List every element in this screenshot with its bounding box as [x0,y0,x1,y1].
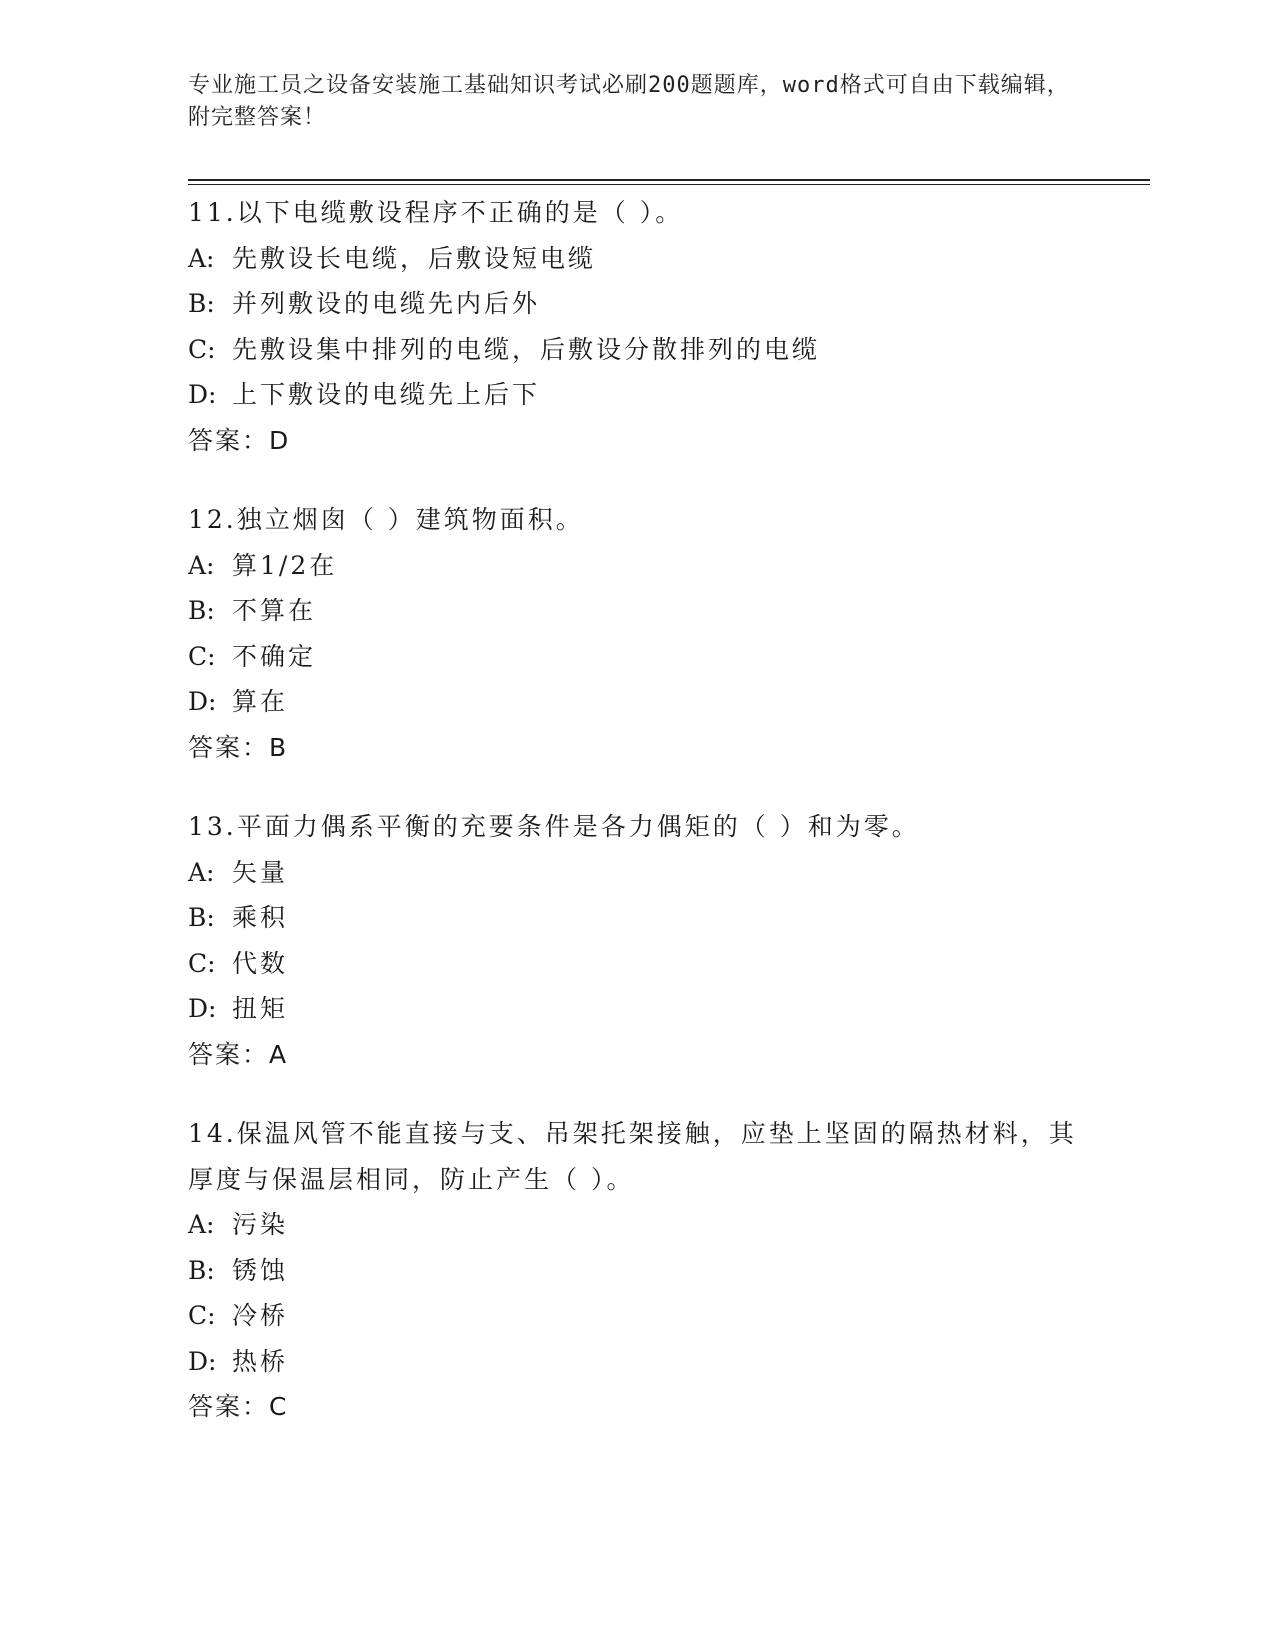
option-a [188,1202,1088,1248]
option-a [188,543,1088,589]
option-text: 乘积 [232,903,289,932]
option-label: A: [188,550,215,580]
option-label: A: [188,857,215,887]
question-14 [188,1111,1088,1430]
option-label: A: [188,243,215,273]
answer: 答案：D [188,425,291,455]
option-d [188,372,1088,418]
option-text: 先敷设长电缆，后敷设短电缆 [232,243,597,273]
option-label: D: [188,687,217,716]
option-b [188,588,1088,634]
question-list [188,190,1088,1464]
option-c [188,1293,1088,1339]
question-13 [188,804,1088,1077]
option-c [188,941,1088,987]
option-text: 热桥 [232,1346,289,1376]
option-text: 算1/2在 [232,550,338,580]
option-text: 不确定 [232,641,317,671]
answer: 答案：A [188,1039,289,1069]
option-d [188,679,1088,725]
option-label: D: [188,994,217,1023]
option-d [188,986,1088,1032]
option-text: 冷桥 [232,1301,289,1330]
option-label: B: [188,596,215,625]
option-text: 算在 [232,687,289,716]
option-a [188,850,1088,896]
option-label: C: [188,334,216,364]
option-text: 污染 [232,1210,289,1239]
option-label: D: [188,380,217,409]
question-12 [188,497,1088,770]
answer: 答案：C [188,1392,289,1421]
header-divider-thick [188,179,1150,181]
option-b [188,895,1088,941]
option-b [188,1248,1088,1294]
option-text: 矢量 [232,857,289,887]
option-c [188,634,1088,680]
option-label: B: [188,903,215,932]
option-label: D: [188,1346,217,1376]
question-stem: 12.独立烟囱（ ）建筑物面积。 [188,505,584,534]
option-label: C: [188,948,216,978]
option-label: C: [188,641,216,671]
option-text: 并列敷设的电缆先内后外 [232,289,541,318]
option-text: 上下敷设的电缆先上后下 [232,380,541,409]
header-divider-thin [188,184,1150,185]
option-a [188,236,1088,282]
answer: 答案：B [188,732,289,762]
question-stem: 11.以下电缆敷设程序不正确的是（ ）。 [188,198,684,227]
option-text: 不算在 [232,596,317,625]
option-c [188,327,1088,373]
option-text: 扭矩 [232,994,289,1023]
question-11 [188,190,1088,463]
option-d [188,1339,1088,1385]
question-stem: 14.保温风管不能直接与支、吊架托架接触，应垫上坚固的隔热材料，其厚度与保温层相同，防止产生（ ）。 [188,1119,1077,1194]
page-header: 专业施工员之设备安装施工基础知识考试必刷200题题库，word格式可自由下载编辑，附完整答案！ [188,73,1070,130]
option-text: 代数 [232,948,289,978]
option-b [188,281,1088,327]
option-label: C: [188,1301,216,1330]
option-text: 锈蚀 [232,1255,289,1285]
option-label: B: [188,289,215,318]
option-label: A: [188,1210,215,1239]
option-text: 先敷设集中排列的电缆，后敷设分散排列的电缆 [232,334,821,364]
option-label: B: [188,1255,215,1285]
question-stem: 13.平面力偶系平衡的充要条件是各力偶矩的（ ）和为零。 [188,812,920,841]
